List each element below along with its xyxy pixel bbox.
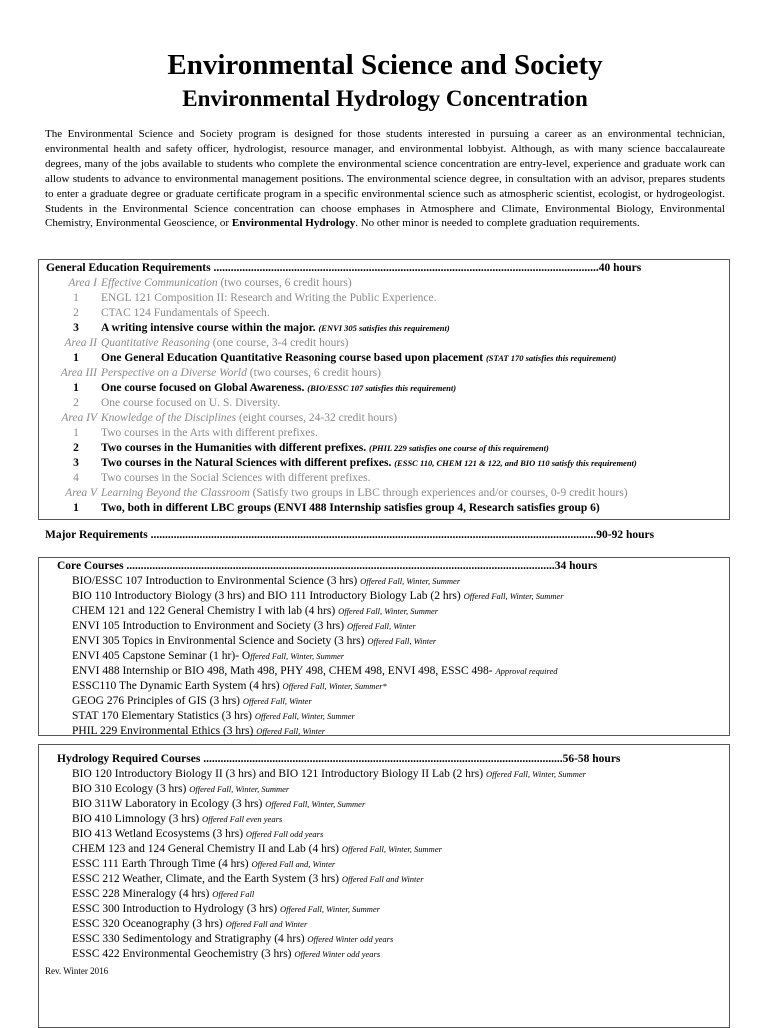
requirement-text: One General Education Quantitative Reasoning course based upon placement	[101, 352, 484, 364]
requirement-text: One course focused on Global Awareness.	[101, 382, 305, 394]
requirement-note: (PHIL 229 satisfies one course of this requirement)	[369, 443, 549, 453]
course-offering: ffered Fall, Winter, Summer	[250, 651, 345, 661]
area-detail: (two courses, 6 credit hours)	[220, 277, 352, 289]
course-offering: Offered Fall, Winter	[347, 621, 416, 631]
course-row	[72, 932, 393, 947]
course-offering: Offered Fall, Winter, Summer	[463, 591, 564, 601]
course-offering: Offered Fall and Winter	[225, 919, 308, 929]
course-row	[72, 724, 325, 739]
requirement-note: (ENVI 305 satisfies this requirement)	[318, 323, 450, 333]
requirement-number: 2	[73, 397, 79, 409]
course-name: ENVI 305 Topics in Environmental Science and Society (3 hrs)	[72, 635, 365, 647]
requirement-number: 2	[73, 307, 79, 319]
area-title: Perspective on a Diverse World	[101, 367, 247, 379]
course-offering: Offered Fall, Winter, Summer	[338, 606, 439, 616]
course-name: ESSC 111 Earth Through Time (4 hrs)	[72, 858, 249, 870]
course-row	[72, 917, 307, 932]
requirement-note: (BIO/ESSC 107 satisfies this requirement)	[307, 383, 457, 393]
requirement-number: 4	[73, 472, 79, 484]
major-requirements-header: Major Requirements ...........................................................................................................................................................90-92 hours	[45, 529, 655, 541]
requirement-text: A writing intensive course within the major.	[101, 322, 316, 334]
course-name: BIO 120 Introductory Biology II (3 hrs) and BIO 121 Introductory Biology II Lab (2 hrs)	[72, 768, 484, 780]
course-name: BIO 110 Introductory Biology (3 hrs) and BIO 111 Introductory Biology Lab (2 hrs)	[72, 590, 461, 602]
area-title: Effective Communication	[101, 277, 218, 289]
page-subtitle: Environmental Hydrology Concentration	[182, 86, 588, 111]
course-offering: Offered Fall and, Winter	[251, 859, 336, 869]
requirement-note: (ESSC 110, CHEM 121 & 122, and BIO 110 satisfy this requirement)	[394, 458, 637, 468]
course-row	[72, 694, 312, 709]
area-detail: (Satisfy two groups in LBC through experiences and/or courses, 0-9 credit hours)	[252, 487, 628, 499]
course-name: BIO/ESSC 107 Introduction to Environmental Science (3 hrs)	[72, 575, 358, 587]
page-title: Environmental Science and Society	[167, 49, 603, 81]
core-courses-section	[38, 557, 730, 736]
course-name: BIO 310 Ecology (3 hrs)	[72, 783, 187, 795]
course-name: BIO 311W Laboratory in Ecology (3 hrs)	[72, 798, 263, 810]
area-label: Area IV	[61, 412, 97, 424]
course-name: ESSC 330 Sedimentology and Stratigraphy (4 hrs)	[72, 933, 305, 945]
requirement-text: Two courses in the Arts with different prefixes.	[101, 427, 318, 439]
gen-ed-header: General Education Requirements ......................................................................................................................................40 hours	[46, 262, 642, 274]
course-row	[72, 767, 586, 782]
area-title: Knowledge of the Disciplines	[101, 412, 237, 424]
course-offering: Offered Fall, Winter	[242, 696, 312, 706]
requirement-text: One course focused on U. S. Diversity.	[101, 397, 281, 409]
course-name: ESSC 212 Weather, Climate, and the Earth System (3 hrs)	[72, 873, 340, 885]
course-offering: Offered Fall, Winter, Summer	[279, 904, 380, 914]
course-row	[72, 589, 564, 604]
area-label: Area II	[64, 337, 97, 349]
course-offering: Offered Fall, Winter, Summer	[254, 711, 355, 721]
requirement-text: ENGL 121 Composition II: Research and Writing the Public Experience.	[101, 292, 437, 304]
course-offering: Offered Fall, Winter, Summer	[341, 844, 442, 854]
course-offering: Offered Fall, Winter, Summer	[189, 784, 290, 794]
course-row	[72, 872, 424, 887]
course-offering: Approval required	[495, 666, 558, 676]
course-row	[72, 857, 335, 872]
course-offering: Offered Fall, Winter, Summer*	[282, 681, 387, 691]
area-title: Quantitative Reasoning	[101, 337, 210, 349]
course-offering: Offered Fall	[212, 889, 255, 899]
requirement-number: 1	[73, 427, 79, 439]
intro-text-end: . No other minor is needed to complete graduation requirements.	[355, 217, 640, 230]
course-row	[72, 664, 558, 679]
course-name: BIO 413 Wetland Ecosystems (3 hrs)	[72, 828, 244, 840]
area-detail: (eight courses, 24-32 credit hours)	[238, 412, 398, 424]
requirement-text: Two courses in the Natural Sciences with different prefixes.	[101, 457, 392, 469]
core-courses-header: Core Courses .....................................................................................................................................................34 hours	[57, 560, 598, 572]
requirement-text: Two courses in the Social Sciences with different prefixes.	[101, 472, 371, 484]
requirement-number: 3	[73, 457, 79, 469]
course-name: ESSC 228 Mineralogy (4 hrs)	[72, 888, 210, 900]
revision-note: Rev. Winter 2016	[45, 966, 109, 976]
area-detail: (one course, 3-4 credit hours)	[212, 337, 349, 349]
course-row	[72, 709, 355, 724]
course-offering: Offered Fall odd years	[245, 829, 324, 839]
course-row	[72, 902, 380, 917]
course-row	[72, 842, 442, 857]
course-name: ESSC 320 Oceanography (3 hrs)	[72, 918, 223, 930]
course-offering: Offered Fall even years	[202, 814, 283, 824]
requirement-text: CTAC 124 Fundamentals of Speech.	[101, 307, 270, 319]
course-name: GEOG 276 Principles of GIS (3 hrs)	[72, 695, 241, 707]
course-offering: Offered Winter odd years	[307, 934, 394, 944]
course-row	[72, 797, 365, 812]
course-name: BIO 410 Limnology (3 hrs)	[72, 813, 200, 825]
area-title: Learning Beyond the Classroom	[101, 487, 250, 499]
course-row	[72, 782, 289, 797]
area-label: Area III	[60, 367, 97, 379]
requirement-number: 3	[73, 322, 79, 334]
course-name: CHEM 123 and 124 General Chemistry II and Lab (4 hrs)	[72, 843, 339, 855]
course-row	[72, 827, 323, 842]
requirement-text: Two, both in different LBC groups (ENVI 488 Internship satisfies group 4, Research satisfies group 6)	[101, 502, 600, 514]
course-offering: Offered Fall and Winter	[341, 874, 424, 884]
hydrology-courses-section	[38, 744, 730, 1028]
course-name: ENVI 105 Introduction to Environment and Society (3 hrs)	[72, 620, 345, 632]
requirement-number: 1	[73, 292, 79, 304]
course-offering: Offered Fall, Winter, Summer	[360, 576, 461, 586]
course-name: CHEM 121 and 122 General Chemistry I with lab (4 hrs)	[72, 605, 336, 617]
hydrology-courses-header: Hydrology Required Courses .............................................................................................................................56-58 hours	[57, 753, 621, 765]
course-row	[72, 619, 416, 634]
intro-paragraph	[45, 127, 725, 231]
course-offering: Offered Fall, Winter	[367, 636, 437, 646]
course-offering: Offered Winter odd years	[294, 949, 381, 959]
course-name: ENVI 405 Capstone Seminar (1 hr)- O	[72, 650, 251, 662]
course-offering: Offered Fall, Winter	[256, 726, 326, 736]
area-label: Area I	[68, 277, 97, 289]
area-label: Area V	[65, 487, 97, 499]
course-name: ESSC110 The Dynamic Earth System (4 hrs)	[72, 680, 280, 692]
course-offering: Offered Fall, Winter, Summer	[485, 769, 586, 779]
course-name: ESSC 422 Environmental Geochemistry (3 hrs)	[72, 948, 292, 960]
course-row	[72, 887, 254, 902]
gen-ed-section	[38, 259, 730, 520]
intro-emphasis: Environmental Hydrology	[231, 217, 356, 230]
course-row	[72, 634, 436, 649]
course-row	[72, 947, 380, 962]
requirement-number: 2	[73, 442, 79, 454]
intro-text: The Environmental Science and Society program is designed for those students interested in pursuing a career as an environmental technician, environmental health and safety officer, hydrologist, resource manager, and environmental lobbyist. Although, as with many science baccalaureate degrees, many of the jobs available to students who complete the environmental science concentration are entry-level, experience and graduate work can allow students to advance to environmental management positions. The environmental science degree, in consultation with an advisor, prepares students to enter a graduate degree or graduate certificate program in a specific environmental science such as atmospheric scientist, ecologist, or hydrogeologist. Students in the Environmental Science concentration can choose emphases in Atmosphere and Climate, Environmental Biology, Environmental Chemistry, Environmental Geoscience, or	[45, 128, 725, 230]
course-name: ESSC 300 Introduction to Hydrology (3 hrs)	[72, 903, 278, 915]
requirement-text: Two courses in the Humanities with different prefixes.	[101, 442, 367, 454]
course-row	[72, 812, 282, 827]
course-row	[72, 574, 460, 589]
course-row	[72, 679, 387, 694]
requirement-number: 1	[73, 352, 79, 364]
course-row	[72, 649, 344, 664]
requirement-number: 1	[73, 382, 79, 394]
requirement-note: (STAT 170 satisfies this requirement)	[485, 353, 617, 363]
course-name: ENVI 488 Internship or BIO 498, Math 498, PHY 498, CHEM 498, ENVI 498, ESSC 498-	[72, 665, 493, 677]
requirement-number: 1	[73, 502, 79, 514]
course-row	[72, 604, 438, 619]
course-offering: Offered Fall, Winter, Summer	[265, 799, 366, 809]
course-name: PHIL 229 Environmental Ethics (3 hrs)	[72, 725, 254, 737]
course-name: STAT 170 Elementary Statistics (3 hrs)	[72, 710, 252, 722]
area-detail: (two courses, 6 credit hours)	[249, 367, 381, 379]
